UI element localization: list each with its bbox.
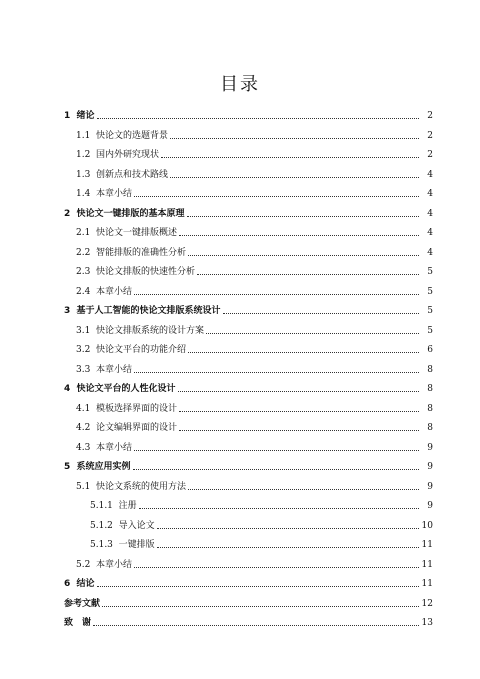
dot-leader (170, 138, 419, 139)
toc-entry-label (64, 305, 223, 317)
toc-entry-label (76, 481, 188, 493)
toc-entry-text: 快论文一键排版的基本原理 (76, 208, 185, 219)
toc-entry[interactable] (0, 182, 480, 200)
toc-entry-number: 3.1 (76, 325, 97, 336)
dot-leader (134, 567, 419, 568)
toc-title: 目录 (220, 74, 260, 95)
toc-entry-page: 11 (421, 579, 433, 589)
toc-entry[interactable] (0, 377, 480, 395)
toc-entry-label (64, 383, 178, 395)
toc-entry-text: 结论 (76, 579, 95, 589)
toc-entry-number: 4.2 (76, 423, 97, 433)
toc-entry-page: 9 (427, 501, 433, 511)
toc-entry-text: 模板选择界面的设计 (96, 403, 178, 414)
toc-entry-label (76, 325, 206, 337)
toc-entry-page: 11 (421, 559, 433, 570)
toc-entry-label (76, 422, 179, 434)
toc-entry[interactable] (0, 280, 480, 298)
toc-entry[interactable] (0, 143, 480, 161)
toc-entry[interactable] (0, 202, 480, 220)
toc-entry-page: 4 (427, 169, 433, 180)
dot-leader (133, 469, 419, 470)
dot-leader (179, 430, 419, 431)
dot-leader (139, 508, 419, 509)
dot-leader (197, 274, 419, 275)
toc-entry-text: 本章小结 (96, 364, 133, 375)
toc-entry-number: 3 (64, 306, 77, 316)
toc-entry-text: 快论文平台的功能介绍 (96, 345, 187, 355)
dot-leader (206, 333, 419, 334)
toc-entry-page: 5 (427, 267, 433, 277)
toc-entry-page: 4 (427, 247, 433, 258)
toc-entry-number: 4.1 (76, 403, 97, 414)
dot-leader (134, 294, 419, 295)
toc-entry-number: 2.2 (76, 247, 97, 258)
dot-leader (188, 352, 419, 353)
dot-leader (188, 489, 419, 490)
toc-entry-number: 4 (64, 384, 77, 394)
toc-entry-label (64, 617, 93, 629)
toc-entry-page: 8 (427, 403, 433, 414)
toc-entry-text: 快论文的选题背景 (96, 130, 169, 141)
toc-entry-label (76, 266, 197, 278)
toc-entry-number: 5.1.1 (90, 501, 119, 511)
dot-leader (134, 196, 419, 197)
toc-entry-text: 本章小结 (96, 286, 133, 297)
toc-entry-number: 5.1.3 (90, 540, 119, 550)
toc-entry-text: 本章小结 (96, 442, 133, 453)
toc-entry-page: 8 (427, 384, 433, 394)
toc-entry-label (90, 520, 157, 532)
toc-entry-number: 5.2 (76, 559, 97, 570)
dot-leader (187, 216, 419, 217)
toc-entry-text: 快论文一键排版概述 (96, 228, 178, 238)
toc-entry-page: 5 (427, 325, 433, 336)
toc-entry-text: 智能排版的准确性分析 (96, 247, 187, 258)
toc-entry-number: 2.1 (76, 228, 97, 238)
toc-entry-page: 4 (427, 228, 433, 238)
toc-entry-number: 6 (64, 579, 77, 589)
toc-entry[interactable] (0, 553, 480, 571)
toc-entry-number: 2.3 (76, 267, 97, 277)
toc-entry-label (76, 247, 188, 259)
dot-leader (93, 625, 419, 626)
toc-entry[interactable] (0, 241, 480, 259)
toc-entry-number: 4.3 (76, 442, 97, 453)
toc-entry-number: 5 (64, 462, 77, 472)
toc-entry-number: 3.2 (76, 345, 97, 355)
toc-entry-page: 2 (427, 130, 433, 141)
toc-entry-number: 3.3 (76, 364, 97, 375)
toc-entry-label (76, 130, 170, 142)
toc-entry-label (76, 227, 179, 239)
toc-entry-text: 论文编辑界面的设计 (96, 423, 178, 433)
toc-entry-number: 5.1 (76, 481, 97, 492)
toc-entry-label (90, 539, 157, 551)
toc-entry-label (76, 188, 134, 200)
toc-entry-text: 注册 (118, 501, 137, 511)
toc-entry-page: 4 (427, 208, 433, 219)
toc-entry-page: 5 (427, 306, 433, 316)
toc-entry[interactable] (0, 397, 480, 415)
toc-entry[interactable] (0, 592, 480, 610)
toc-entry-label (64, 110, 97, 122)
toc-entry-label (76, 364, 134, 376)
toc-entry-text: 本章小结 (96, 189, 133, 199)
dot-leader (188, 255, 419, 256)
toc-entry-page: 6 (427, 345, 433, 355)
toc-entry-text: 绪论 (76, 111, 95, 121)
toc-entry-label (76, 559, 134, 571)
toc-entry[interactable] (0, 475, 480, 493)
toc-entry-label (76, 169, 170, 181)
toc-entry[interactable] (0, 611, 480, 629)
dot-leader (134, 372, 419, 373)
toc-entry-text: 国内外研究现状 (96, 150, 160, 160)
toc-entry-page: 4 (427, 189, 433, 199)
toc-entry-number: 1.3 (76, 169, 97, 180)
toc-entry[interactable] (0, 358, 480, 376)
dot-leader (179, 411, 419, 412)
toc-entry-number: 2 (64, 208, 77, 219)
toc-entry[interactable] (0, 416, 480, 434)
toc-entry-text: 基于人工智能的快论文排版系统设计 (76, 306, 221, 316)
toc-entry[interactable] (0, 338, 480, 356)
toc-entry-page: 9 (427, 462, 433, 472)
toc-entry-number: 1.2 (76, 150, 97, 160)
toc-entry-page: 12 (421, 598, 433, 609)
toc-entry-page: 9 (427, 442, 433, 453)
toc-entry-number: 2.4 (76, 286, 97, 297)
toc-entry-page: 13 (421, 618, 433, 628)
toc-entry-text: 本章小结 (96, 559, 133, 570)
toc-entry-page: 2 (427, 111, 433, 121)
toc-entry[interactable] (0, 260, 480, 278)
toc-entry-page: 10 (421, 520, 433, 531)
dot-leader (97, 118, 419, 119)
toc-entry-label (64, 578, 97, 590)
toc-entry-text: 快论文排版的快速性分析 (96, 267, 196, 277)
toc-entry-text: 快论文排版系统的设计方案 (96, 325, 205, 336)
toc-entry[interactable] (0, 299, 480, 317)
toc-entry-page: 11 (421, 540, 433, 550)
dot-leader (134, 450, 419, 451)
toc-entry-text: 快论文平台的人性化设计 (76, 384, 176, 394)
toc-entry-text: 快论文系统的使用方法 (96, 481, 187, 492)
dot-leader (102, 606, 419, 607)
toc-entry-text: 导入论文 (118, 520, 155, 531)
toc-entry-text: 参考文献 (64, 598, 101, 609)
toc-entry-label (76, 403, 179, 415)
toc-entry[interactable] (0, 319, 480, 337)
toc-entry-label (64, 208, 187, 220)
dot-leader (97, 586, 419, 587)
toc-entry-page: 2 (427, 150, 433, 160)
dot-leader (179, 235, 419, 236)
toc-entry-text: 创新点和技术路线 (96, 169, 169, 180)
dot-leader (223, 313, 419, 314)
toc-entry-label (76, 149, 161, 161)
dot-leader (178, 391, 419, 392)
toc-entry-number: 1.1 (76, 130, 97, 141)
toc-entry-label (76, 344, 188, 356)
toc-entry-label (64, 598, 102, 610)
toc-entry-number: 1 (64, 111, 77, 121)
toc-entry-page: 9 (427, 481, 433, 492)
toc-entry[interactable] (0, 572, 480, 590)
dot-leader (170, 177, 419, 178)
toc-entry[interactable] (0, 124, 480, 142)
toc-entry[interactable] (0, 533, 480, 551)
toc-entry[interactable] (0, 104, 480, 122)
toc-entry-page: 8 (427, 423, 433, 433)
toc-entry[interactable] (0, 436, 480, 454)
toc-entry[interactable] (0, 163, 480, 181)
toc-entry-text: 一键排版 (118, 540, 155, 550)
toc-entry[interactable] (0, 514, 480, 532)
toc-entry-number: 5.1.2 (90, 520, 119, 531)
toc-entry-label (64, 461, 133, 473)
toc-entry-number: 1.4 (76, 189, 97, 199)
toc-entry-label (76, 442, 134, 454)
dot-leader (157, 547, 419, 548)
toc-entry-label (90, 500, 139, 512)
dot-leader (157, 528, 419, 529)
toc-entry-text: 致 谢 (64, 618, 92, 628)
toc-entry-page: 5 (427, 286, 433, 297)
toc-entry-label (76, 286, 134, 298)
toc-entry-page: 8 (427, 364, 433, 375)
toc-entry[interactable] (0, 455, 480, 473)
dot-leader (161, 157, 419, 158)
toc-entry[interactable] (0, 221, 480, 239)
toc-entry[interactable] (0, 494, 480, 512)
toc-entry-text: 系统应用实例 (76, 462, 131, 472)
